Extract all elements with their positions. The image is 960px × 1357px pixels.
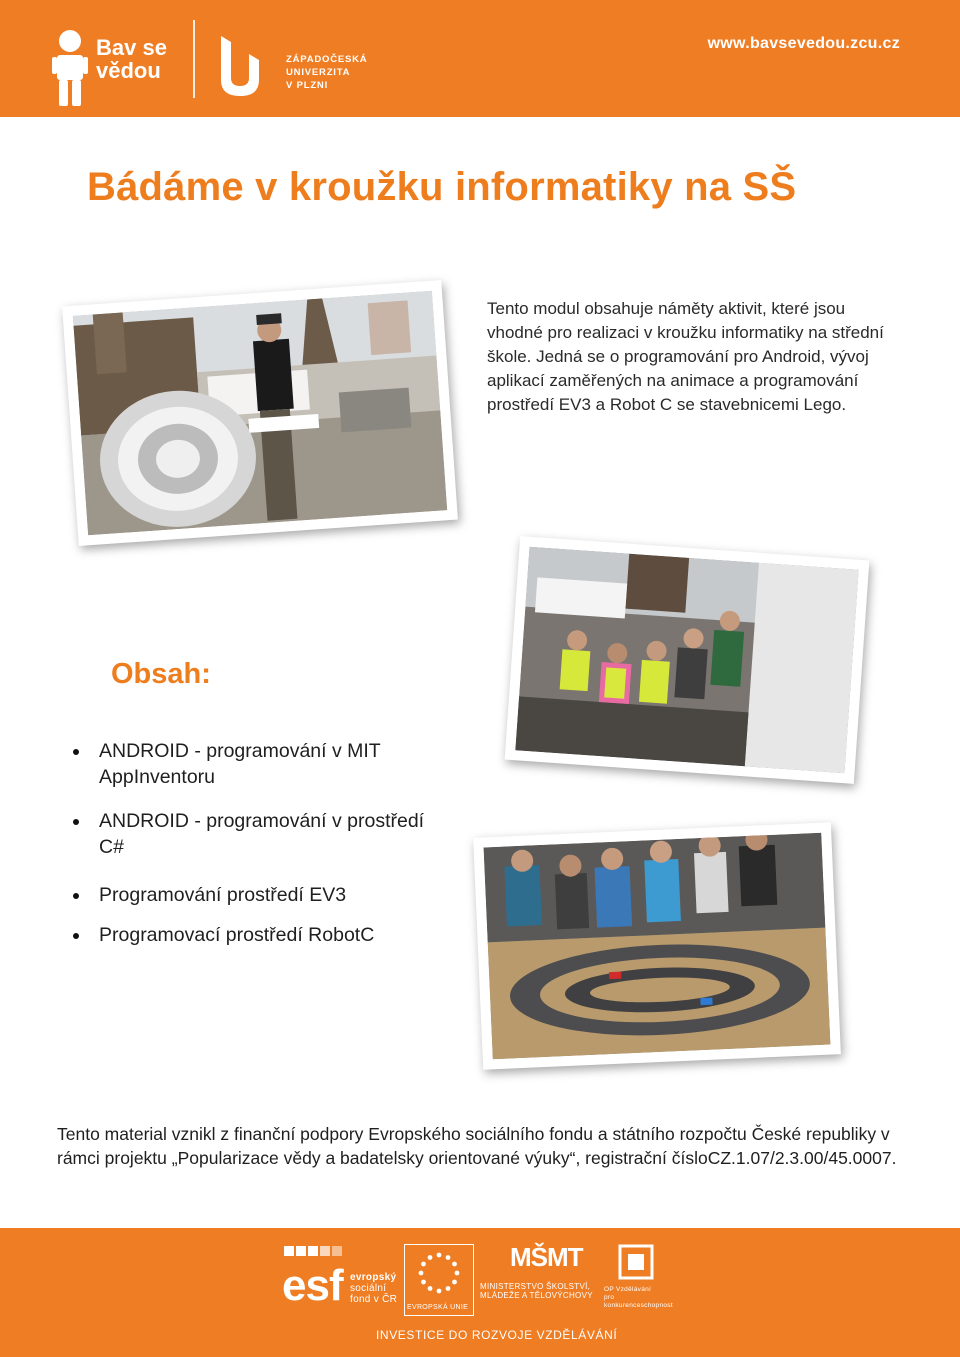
msmt-line-2: MLÁDEŽE A TĚLOVÝCHOVY bbox=[480, 1291, 593, 1300]
zcu-mark-icon bbox=[218, 34, 270, 98]
zcu-line-2: UNIVERZITA bbox=[286, 67, 351, 78]
esf-line-3: fond v ČR bbox=[350, 1294, 398, 1305]
msmt-text bbox=[480, 1282, 593, 1300]
photo-children-vests bbox=[505, 536, 870, 784]
msmt-logo bbox=[480, 1242, 600, 1316]
header-bar bbox=[0, 0, 960, 117]
eu-flag-logo bbox=[404, 1244, 474, 1316]
header-divider bbox=[193, 20, 195, 98]
esf-logo bbox=[282, 1242, 402, 1318]
photo-solar-reflector bbox=[62, 280, 458, 546]
photo-slot-car-track bbox=[473, 822, 841, 1069]
esf-line-1: evropský bbox=[350, 1272, 397, 1283]
photo-solar-reflector-image bbox=[73, 291, 447, 536]
intro-paragraph: Tento modul obsahuje náměty aktivit, které jsou vhodné pro realizaci v kroužku informatiky na střední škole. Jedná se o programování pro Android, vývoj aplikací zaměřených na animace a programování prostředí EV3 a Robot C se stavebnicemi Lego. bbox=[487, 299, 884, 414]
msmt-line-1: MINISTERSTVO ŠKOLSTVÍ, bbox=[480, 1282, 591, 1291]
photo-children-vests-image bbox=[515, 547, 858, 774]
zcu-line-3: V PLZNI bbox=[286, 80, 329, 91]
zcu-logo bbox=[218, 30, 378, 100]
contents-item-robotc: Programovací prostředí RobotC bbox=[70, 922, 450, 948]
esf-line-2: sociální bbox=[350, 1283, 387, 1294]
bav-logo-text bbox=[96, 36, 167, 82]
contents-list bbox=[70, 738, 450, 948]
bav-logo-line2: vědou bbox=[96, 58, 161, 83]
site-url[interactable]: www.bavsevedou.zcu.cz bbox=[707, 35, 900, 52]
op-mark-icon bbox=[616, 1242, 660, 1282]
contents-item-csharp: ANDROID - programování v prostředí C# bbox=[70, 808, 450, 860]
contents-item-ev3: Programování prostředí EV3 bbox=[70, 882, 450, 908]
contents-heading: Obsah: bbox=[111, 658, 211, 690]
bav-logo-line1: Bav se bbox=[96, 35, 167, 60]
zcu-line-1: ZÁPADOČESKÁ bbox=[286, 54, 368, 65]
esf-text bbox=[350, 1272, 397, 1305]
op-line-2: pro konkurenceschopnost bbox=[604, 1294, 673, 1309]
contents-item-appinventor: ANDROID - programování v MIT AppInventoru bbox=[70, 738, 450, 790]
page-title: Bádáme v kroužku informatiky na SŠ bbox=[87, 165, 797, 209]
investice-text: INVESTICE DO ROZVOJE VZDĚLÁVÁNÍ bbox=[376, 1328, 618, 1342]
footer-bar bbox=[0, 1228, 960, 1357]
op-text bbox=[604, 1286, 684, 1310]
op-line-1: OP Vzdělávání bbox=[604, 1286, 652, 1293]
eu-stars-icon bbox=[405, 1245, 473, 1301]
zcu-text bbox=[286, 53, 367, 92]
funding-footnote: Tento material vznikl z finanční podpory Evropského sociálního fondu a státního rozpočtu České republiky v rámci projektu „Popularizace vědy a badatelsky orientované výuky“, registrační čísloCZ.1.07/2.3.00/45.0007. bbox=[57, 1124, 897, 1168]
msmt-mark: MŠMT bbox=[510, 1242, 583, 1272]
bav-se-vedou-logo bbox=[52, 30, 172, 106]
photo-slot-car-track-image bbox=[484, 833, 831, 1060]
person-figure-icon bbox=[52, 30, 88, 106]
eu-caption: EVROPSKÁ UNIE bbox=[407, 1304, 469, 1311]
op-vzdelavani-logo bbox=[604, 1242, 684, 1316]
esf-big-text: esf bbox=[282, 1261, 343, 1310]
